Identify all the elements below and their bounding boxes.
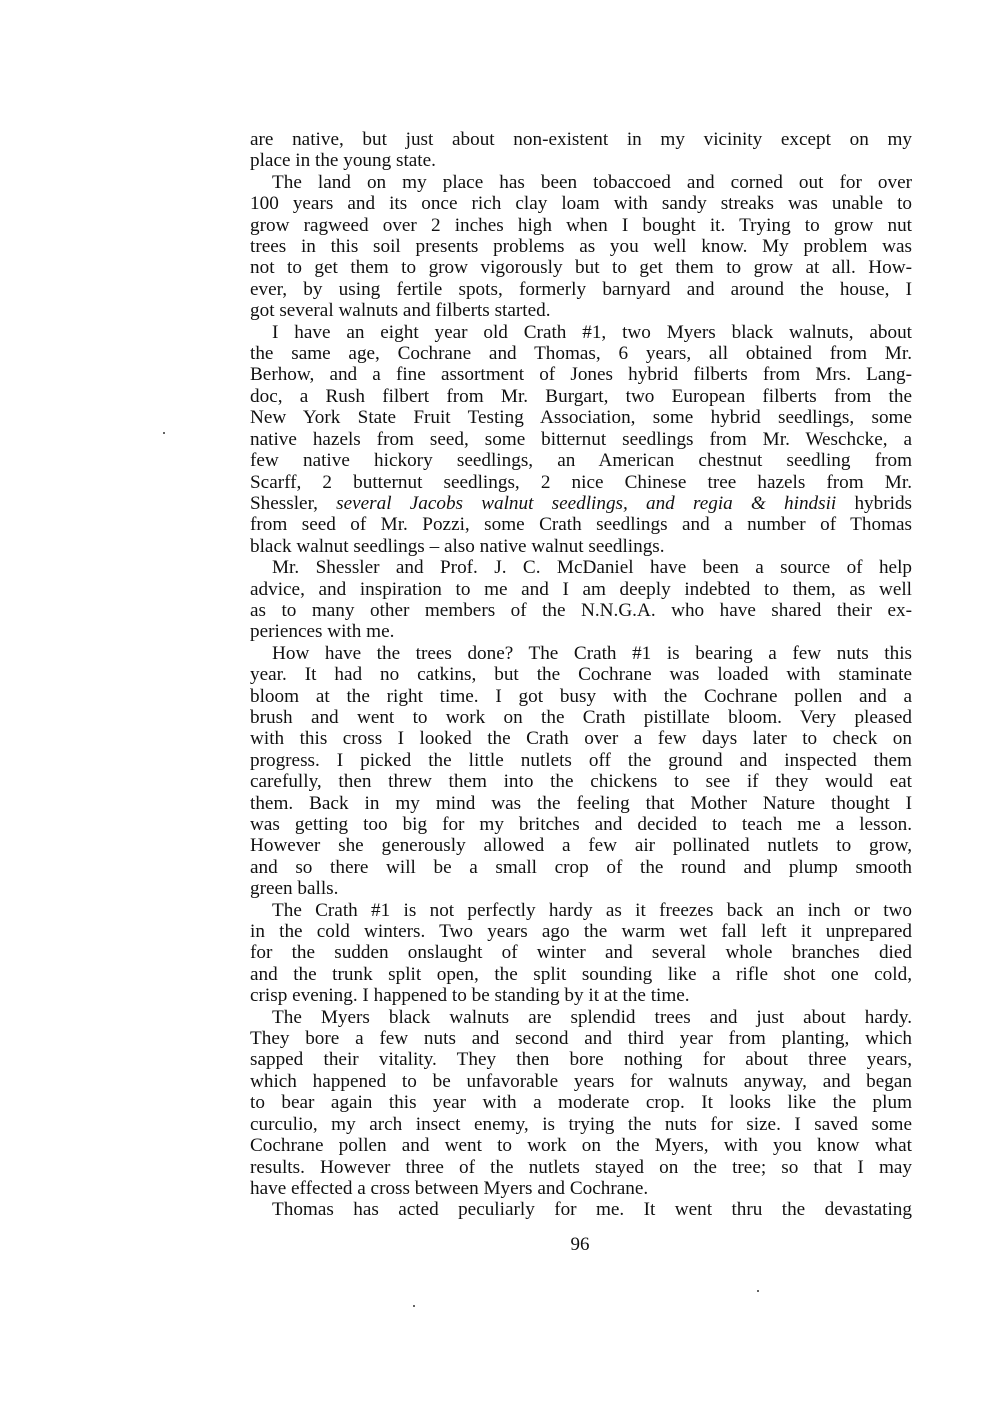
text-line: I have an eight year old Crath #1, two Myers black walnuts, about	[272, 321, 912, 343]
text-line: got several walnuts and filberts started.	[250, 300, 551, 322]
text-line: The land on my place has been tobaccoed and corned out for over	[272, 171, 912, 193]
text-line: New York State Fruit Testing Association, some hybrid seedlings, some	[250, 407, 912, 429]
paragraph	[250, 1007, 912, 1200]
text-line: which happened to be unfavorable years for walnuts anyway, and began	[250, 1070, 912, 1092]
text-line: not to get them to grow vigorously but to get them to grow at all. How-	[250, 257, 912, 279]
paragraph	[250, 172, 912, 322]
text-line: ever, by using fertile spots, formerly barnyard and around the house, I	[250, 278, 912, 300]
scan-speck	[163, 432, 165, 434]
text-line: from seed of Mr. Pozzi, some Crath seedlings and a number of Thomas	[250, 514, 912, 536]
text-segment: hybrids	[836, 492, 913, 514]
text-line: trees in this soil presents problems as you well know. My problem was	[250, 236, 912, 258]
text-line	[250, 493, 912, 514]
text-line: was getting too big for my britches and decided to teach me a lesson.	[250, 814, 912, 835]
body-text	[250, 129, 912, 1221]
text-line: The Crath #1 is not perfectly hardy as it freezes back an inch or two	[272, 899, 912, 921]
text-line: green balls.	[250, 878, 339, 900]
text-line: carefully, then threw them into the chickens to see if they would eat	[250, 771, 912, 793]
page-number: 96	[570, 1234, 590, 1255]
text-line: native hazels from seed, some bitternut seedlings from Mr. Weschcke, a	[250, 428, 912, 450]
text-line: few native hickory seedlings, an American chestnut seedling from	[250, 450, 912, 472]
text-line: Scarff, 2 butternut seedlings, 2 nice Chinese tree hazels from Mr.	[250, 471, 912, 493]
italic-text: several Jacobs walnut seedlings, and regia & hindsii	[336, 492, 837, 514]
text-line: periences with me.	[250, 621, 395, 643]
paragraph	[250, 1199, 912, 1220]
paragraph	[250, 557, 912, 643]
text-line: year. It had no catkins, but the Cochrane was loaded with staminate	[250, 664, 912, 686]
text-line: Berhow, and a fine assortment of Jones hybrid filberts from Mrs. Lang-	[250, 364, 912, 386]
scan-speck	[757, 1290, 759, 1292]
text-line: The Myers black walnuts are splendid trees and just about hardy.	[272, 1006, 912, 1028]
text-line: brush and went to work on the Crath pistillate bloom. Very pleased	[250, 706, 912, 728]
text-line: Cochrane pollen and went to work on the Myers, with you know what	[250, 1135, 912, 1157]
paragraph	[250, 322, 912, 557]
paragraph	[250, 643, 912, 900]
text-line: crisp evening. I happened to be standing by it at the time.	[250, 985, 690, 1007]
paragraph	[250, 129, 912, 172]
text-line: for the sudden onslaught of winter and several whole branches died	[250, 942, 912, 964]
text-line: with this cross I looked the Crath over a few days later to check on	[250, 728, 912, 750]
text-line: results. However three of the nutlets stayed on the tree; so that I may	[250, 1156, 912, 1178]
text-line: to bear again this year with a moderate crop. It looks like the plum	[250, 1092, 912, 1114]
text-line: in the cold winters. Two years ago the warm wet fall left it unprepared	[250, 921, 912, 943]
text-line: However she generously allowed a few air pollinated nutlets to grow,	[250, 835, 912, 857]
text-line: bloom at the right time. I got busy with the Cochrane pollen and a	[250, 685, 912, 707]
text-line: them. Back in my mind was the feeling that Mother Nature thought I	[250, 792, 912, 814]
text-line: doc, a Rush filbert from Mr. Burgart, two European filberts from the	[250, 385, 912, 407]
text-line: Mr. Shessler and Prof. J. C. McDaniel have been a source of help	[272, 557, 912, 579]
text-line: grow ragweed over 2 inches high when I bought it. Trying to grow nut	[250, 214, 912, 236]
text-line: and the trunk split open, the split sounding like a rifle shot one cold,	[250, 963, 912, 985]
text-line: curculio, my arch insect enemy, is trying the nuts for size. I saved some	[250, 1113, 912, 1135]
text-line: are native, but just about non-existent in my vicinity except on my	[250, 129, 912, 150]
text-line: Thomas has acted peculiarly for me. It went thru the devastating	[272, 1199, 912, 1221]
paragraph	[250, 900, 912, 1007]
text-line: sapped their vitality. They then bore nothing for about three years,	[250, 1049, 912, 1071]
text-line: place in the young state.	[250, 150, 436, 172]
text-line: How have the trees done? The Crath #1 is bearing a few nuts this	[272, 642, 912, 664]
text-segment: Shessler,	[250, 492, 337, 514]
text-line: have effected a cross between Myers and Cochrane.	[250, 1177, 649, 1199]
text-line: and so there will be a small crop of the round and plump smooth	[250, 856, 912, 878]
text-line: They bore a few nuts and second and third year from planting, which	[250, 1028, 912, 1050]
text-line: progress. I picked the little nutlets off the ground and inspected them	[250, 749, 912, 771]
text-line: the same age, Cochrane and Thomas, 6 years, all obtained from Mr.	[250, 343, 912, 365]
text-line: 100 years and its once rich clay loam with sandy streaks was unable to	[250, 193, 912, 215]
text-line: black walnut seedlings – also native walnut seedlings.	[250, 535, 665, 557]
text-line: as to many other members of the N.N.G.A. who have shared their ex-	[250, 599, 912, 621]
scan-speck	[413, 1305, 415, 1307]
text-line: advice, and inspiration to me and I am deeply indebted to them, as well	[250, 578, 912, 600]
